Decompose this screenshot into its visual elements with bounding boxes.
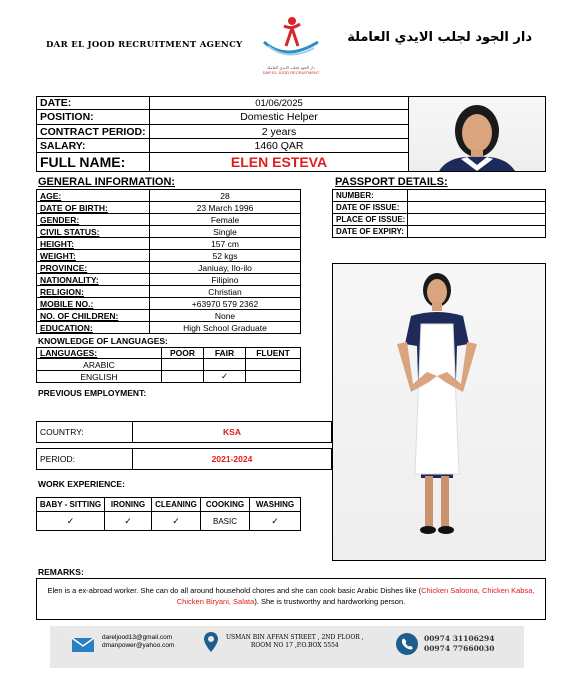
- gi-value-height: 157 cm: [149, 237, 301, 250]
- gi-value-province: Janiuay, Ilo-ilo: [149, 261, 301, 274]
- gi-label-height: HEIGHT:: [36, 237, 150, 250]
- full-body-portrait-icon: [333, 264, 545, 560]
- gi-value-mobile: +63970 579 2362: [149, 297, 301, 310]
- salary-value: 1460 QAR: [149, 138, 409, 153]
- gi-value-children: None: [149, 309, 301, 322]
- gi-label-province: PROVINCE:: [36, 261, 150, 274]
- passport-title: PASSPORT DETAILS:: [335, 176, 448, 188]
- exp-washing-check-icon: ✓: [249, 511, 301, 531]
- footer-email-1: dareljood13@gmail.com: [102, 634, 173, 641]
- lang-header-poor: POOR: [161, 347, 204, 359]
- head-photo: [408, 96, 546, 172]
- employment-country-label: COUNTRY:: [36, 421, 133, 443]
- position-label: POSITION:: [36, 109, 150, 125]
- exp-ironing-check-icon: ✓: [104, 511, 152, 531]
- gi-label-civil: CIVIL STATUS:: [36, 225, 150, 238]
- languages-title: KNOWLEDGE OF LANGUAGES:: [38, 336, 168, 346]
- lang-header-fluent: FLUENT: [245, 347, 301, 359]
- passport-value-expiry: [407, 225, 546, 238]
- passport-label-number: NUMBER:: [332, 189, 408, 202]
- agency-name-en: DAR EL JOOD RECRUITMENT AGENCY: [46, 40, 243, 50]
- employment-period-label: PERIOD:: [36, 448, 133, 470]
- footer-address-1: USMAN BIN AFFAN STREET , 2ND FLOOR ,: [226, 634, 364, 641]
- logo-emblem-icon: [256, 12, 326, 60]
- gi-value-age: 28: [149, 189, 301, 202]
- exp-header-cleaning: CLEANING: [151, 497, 201, 512]
- gi-label-nationality: NATIONALITY:: [36, 273, 150, 286]
- lang-english-name: ENGLISH: [36, 370, 162, 383]
- gi-label-children: NO. OF CHILDREN:: [36, 309, 150, 322]
- gi-label-age: AGE:: [36, 189, 150, 202]
- full-name-label: FULL NAME:: [36, 152, 150, 172]
- gi-label-dob: DATE OF BIRTH:: [36, 201, 150, 214]
- footer-emails: [102, 634, 174, 650]
- footer-phone-2: 00974 77660030: [424, 644, 495, 653]
- remarks-text-after: ). She is trustworthy and hardworking person.: [254, 597, 406, 606]
- exp-header-babysitting: BABY - SITTING: [36, 497, 105, 512]
- gi-value-nationality: Filipino: [149, 273, 301, 286]
- gi-value-education: High School Graduate: [149, 321, 301, 334]
- gi-label-education: EDUCATION:: [36, 321, 150, 334]
- lang-english-fluent: [245, 370, 301, 383]
- cv-page: [20, 8, 554, 673]
- footer-address-2: ROOM NO 17 ,P.O.BOX 5554: [250, 642, 339, 649]
- exp-babysitting-check-icon: ✓: [36, 511, 105, 531]
- logo-text-ar: دار الجود لجلب الايدي العاملة: [267, 65, 315, 70]
- remarks-text-before: Elen is a ex-abroad worker. She can do all around household chores and she can cook basic Arabic Dishes like (: [47, 586, 422, 595]
- head-portrait-icon: [409, 97, 545, 171]
- general-info-title: GENERAL INFORMATION:: [38, 176, 176, 188]
- exp-header-ironing: IRONING: [104, 497, 152, 512]
- position-value: Domestic Helper: [149, 109, 409, 125]
- remarks-title: REMARKS:: [38, 567, 84, 577]
- gi-value-gender: Female: [149, 213, 301, 226]
- gi-value-dob: 23 March 1996: [149, 201, 301, 214]
- lang-english-fair-check-icon: ✓: [203, 370, 246, 383]
- employment-period-value: 2021-2024: [132, 448, 332, 470]
- employment-country-value: KSA: [132, 421, 332, 443]
- email-icon: [70, 634, 96, 654]
- location-pin-icon: [204, 632, 218, 652]
- date-label: DATE:: [36, 96, 150, 110]
- footer-address: [226, 634, 364, 650]
- full-body-photo: [332, 263, 546, 561]
- gi-label-gender: GENDER:: [36, 213, 150, 226]
- agency-name-ar: دار الجود لجلب الايدي العاملة: [347, 30, 532, 45]
- lang-header-fair: FAIR: [203, 347, 246, 359]
- gi-label-religion: RELIGION:: [36, 285, 150, 298]
- contract-label: CONTRACT PERIOD:: [36, 124, 150, 139]
- footer-phone-1: 00974 31106294: [424, 634, 495, 643]
- logo: [256, 12, 326, 75]
- contract-value: 2 years: [149, 124, 409, 139]
- logo-text-en: DAR EL JOOD RECRUITMENT: [262, 70, 320, 75]
- phone-icon: [396, 633, 418, 655]
- exp-cooking-value: BASIC: [200, 511, 250, 531]
- full-name-value: ELEN ESTEVA: [149, 152, 409, 172]
- remarks-box: [36, 578, 546, 620]
- gi-value-civil: Single: [149, 225, 301, 238]
- gi-value-weight: 52 kgs: [149, 249, 301, 262]
- exp-header-cooking: COOKING: [200, 497, 250, 512]
- footer-phones: [424, 634, 494, 654]
- salary-label: SALARY:: [36, 138, 150, 153]
- exp-header-washing: WASHING: [249, 497, 301, 512]
- lang-header-languages: LANGUAGES:: [36, 347, 162, 359]
- passport-label-expiry: DATE OF EXPIRY:: [332, 225, 408, 238]
- footer-email-2: dmanpower@yahoo.com: [102, 642, 175, 649]
- remarks-dishes: Chicken Saloona, Chicken Kabsa, Chicken Biryani, Salata: [176, 586, 535, 606]
- gi-value-religion: Christian: [149, 285, 301, 298]
- employment-title: PREVIOUS EMPLOYMENT:: [38, 388, 147, 398]
- lang-arabic-name: ARABIC: [36, 358, 162, 371]
- gi-label-weight: WEIGHT:: [36, 249, 150, 262]
- experience-title: WORK EXPERIENCE:: [38, 479, 125, 489]
- exp-cleaning-check-icon: ✓: [151, 511, 201, 531]
- date-value: 01/06/2025: [149, 96, 409, 110]
- passport-label-issue-date: DATE OF ISSUE:: [332, 201, 408, 214]
- gi-label-mobile: MOBILE NO.:: [36, 297, 150, 310]
- lang-english-poor: [161, 370, 204, 383]
- passport-label-issue-place: PLACE OF ISSUE:: [332, 213, 408, 226]
